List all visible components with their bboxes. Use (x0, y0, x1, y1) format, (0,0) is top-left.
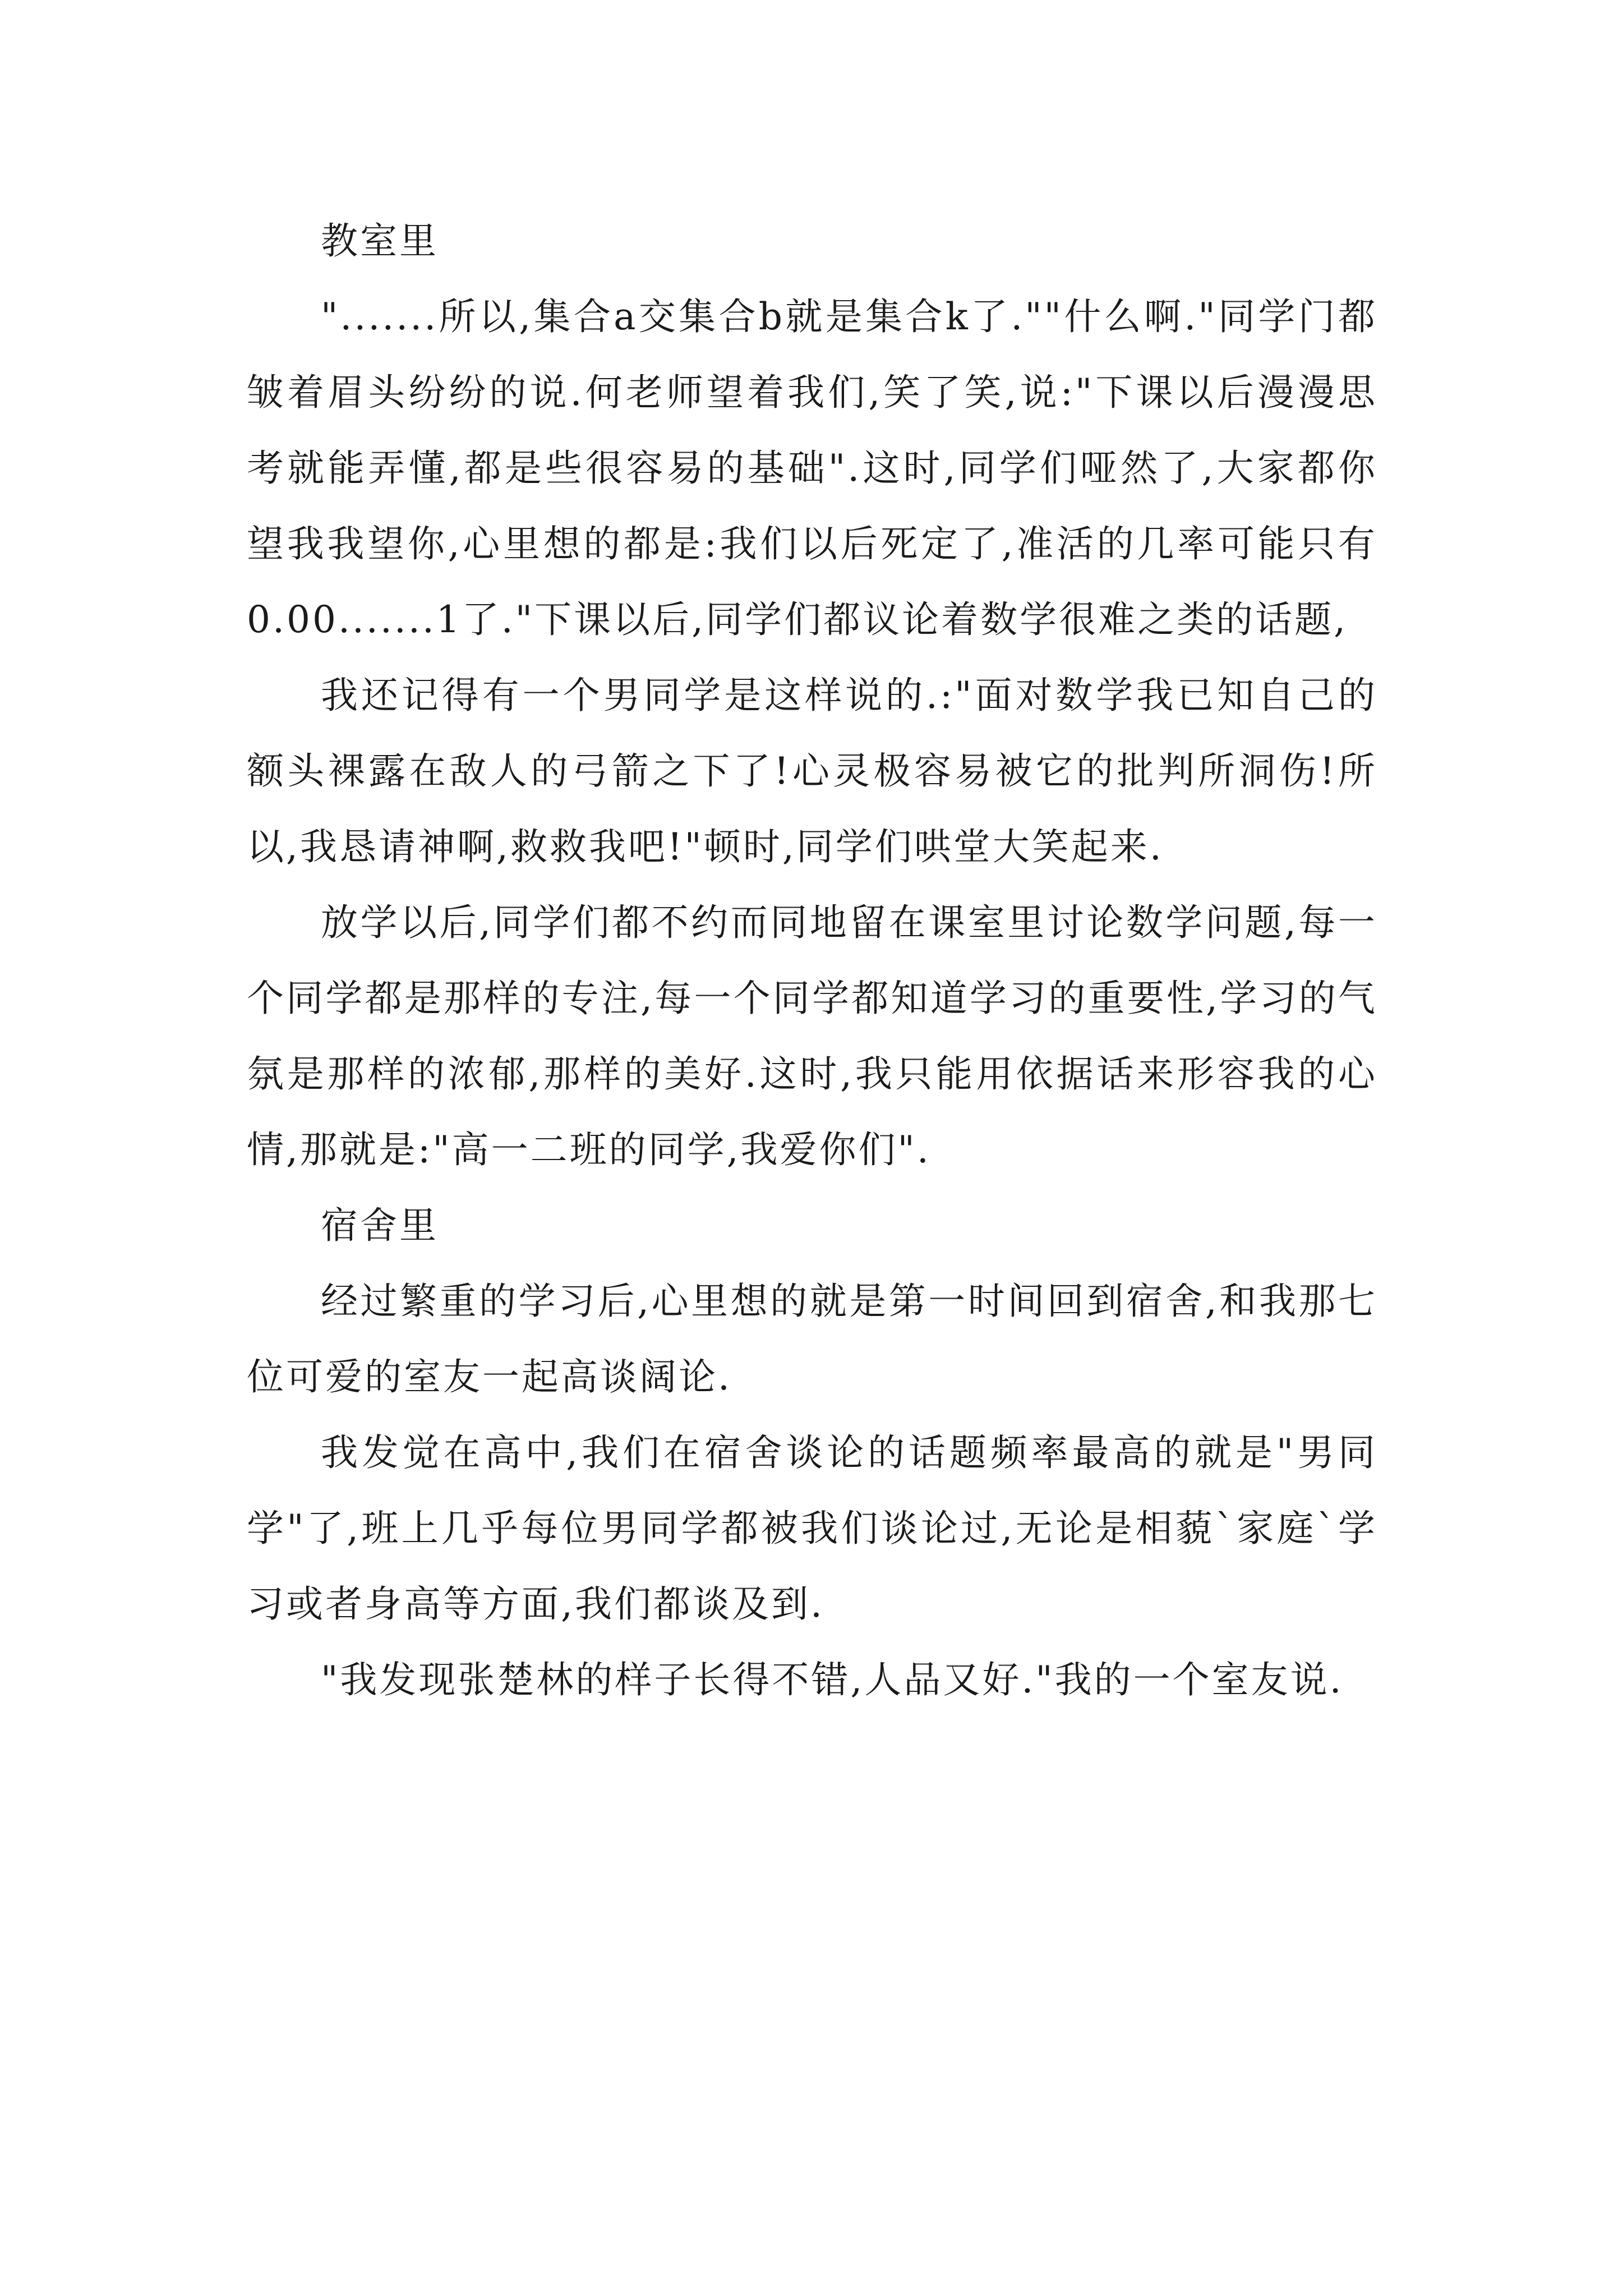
paragraph: 我发觉在高中,我们在宿舍谈论的话题频率最高的就是"男同学"了,班上几乎每位男同学都被我们谈论过,无论是相藐`家庭`学习或者身高等方面,我们都谈及到. (247, 1431, 1377, 1626)
section-heading-classroom: 教室里 (321, 219, 439, 263)
paragraph: 经过繁重的学习后,心里想的就是第一时间回到宿舍,和我那七位可爱的室友一起高谈阔论. (247, 1280, 1377, 1398)
section-heading-dormitory: 宿舍里 (321, 1204, 439, 1247)
paragraph: 放学以后,同学们都不约而同地留在课室里讨论数学问题,每一个同学都是那样的专注,每一个同学都知道学习的重要性,学习的气氛是那样的浓郁,那样的美好.这时,我只能用依据话来形容我的心情,那就是:"高一二班的同学,我爱你们". (247, 901, 1377, 1171)
document-body (247, 203, 1377, 1718)
paragraph: "我发现张楚林的样子长得不错,人品又好."我的一个室友说. (321, 1658, 1344, 1701)
paragraph: ".......所以,集合a交集合b就是集合k了.""什么啊."同学门都皱着眉头纷纷的说.何老师望着我们,笑了笑,说:"下课以后漫漫思考就能弄懂,都是些很容易的基础".这时,同学们哑然了,大家都你望我我望你,心里想的都是:我们以后死定了,准活的几率可能只有0.00.......1了."下课以后,同学们都议论着数学很难之类的话题, (247, 295, 1377, 641)
paragraph: 我还记得有一个男同学是这样说的.:"面对数学我已知自己的额头裸露在敌人的弓箭之下了!心灵极容易被它的批判所洞伤!所以,我恳请神啊,救救我吧!"顿时,同学们哄堂大笑起来. (247, 674, 1377, 868)
